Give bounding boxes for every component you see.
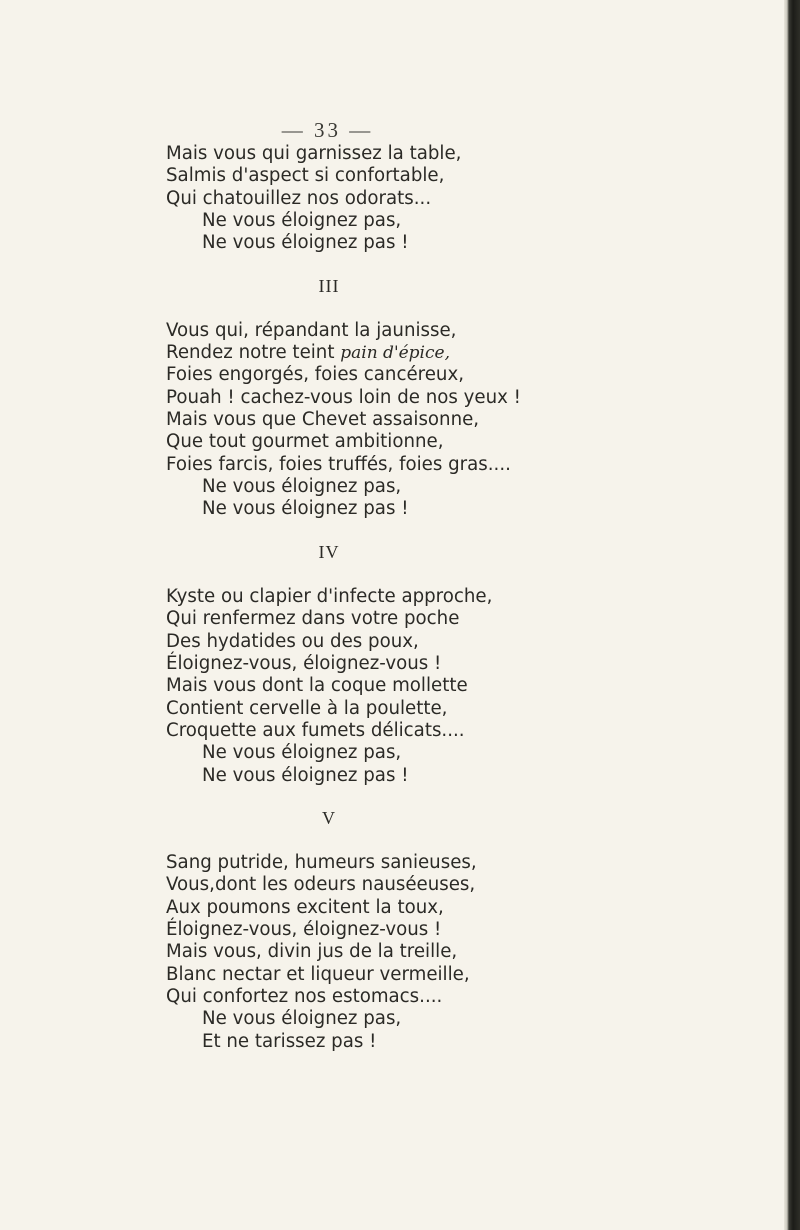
poem-line: Qui renfermez dans votre poche — [166, 608, 460, 630]
poem-line: Aux poumons excitent la toux, — [166, 896, 444, 918]
stanza-number: III — [318, 275, 340, 296]
refrain-line: Ne vous éloignez pas ! — [202, 764, 409, 786]
stanza-4 — [166, 586, 766, 787]
poem-line: Kyste ou clapier d'infecte approche, — [166, 585, 493, 607]
poem-line: Vous,dont les odeurs nauséeuses, — [166, 874, 476, 896]
poem-line: Mais vous dont la coque mollette — [166, 675, 468, 697]
refrain-line: Ne vous éloignez pas, — [202, 1008, 402, 1030]
stanza-number: IV — [318, 541, 340, 562]
poem-line: Éloignez-vous, éloignez-vous ! — [166, 652, 442, 674]
poem-line-text: Rendez notre teint — [166, 342, 341, 364]
page-number: — 33 — — [281, 118, 374, 142]
refrain-line: Ne vous éloignez pas, — [202, 476, 402, 498]
poem-line: Vous qui, répandant la jaunisse, — [166, 319, 457, 341]
poem-line: Salmis d'aspect si confortable, — [166, 165, 445, 187]
poem-line: Blanc nectar et liqueur vermeille, — [166, 963, 470, 985]
stanza-number: V — [322, 807, 336, 828]
italic-phrase: pain d'épice, — [340, 343, 450, 364]
poem-line: Mais vous, divin jus de la treille, — [166, 941, 458, 963]
stanza-3 — [166, 320, 766, 521]
poem-line — [166, 342, 766, 364]
poem-line: Mais vous que Chevet assaisonne, — [166, 409, 480, 431]
refrain-line: Ne vous éloignez pas ! — [202, 498, 409, 520]
poem-line: Qui confortez nos estomacs.... — [166, 985, 443, 1007]
refrain-line: Ne vous éloignez pas, — [202, 210, 402, 232]
refrain-line: Et ne tarissez pas ! — [202, 1030, 377, 1052]
poem-line: Que tout gourmet ambitionne, — [166, 431, 444, 453]
refrain-line: Ne vous éloignez pas, — [202, 742, 402, 764]
poem-line: Sang putride, humeurs sanieuses, — [166, 851, 477, 873]
poem-line: Des hydatides ou des poux, — [166, 630, 419, 652]
poem-line: Contient cervelle à la poulette, — [166, 697, 448, 719]
poem-line: Éloignez-vous, éloignez-vous ! — [166, 918, 442, 940]
poem-line: Croquette aux fumets délicats.... — [166, 719, 465, 741]
page-edge-shadow — [784, 0, 800, 1230]
poem — [166, 143, 766, 1053]
poem-line: Mais vous qui garnissez la table, — [166, 143, 462, 164]
poem-line: Pouah ! cachez-vous loin de nos yeux ! — [166, 386, 521, 408]
stanza-5 — [166, 852, 766, 1053]
poem-line: Foies farcis, foies truffés, foies gras.... — [166, 453, 511, 475]
stanza-intro — [166, 143, 766, 255]
poem-line: Foies engorgés, foies cancéreux, — [166, 364, 464, 386]
refrain-line: Ne vous éloignez pas ! — [202, 232, 409, 254]
poem-line: Qui chatouillez nos odorats... — [166, 187, 432, 209]
